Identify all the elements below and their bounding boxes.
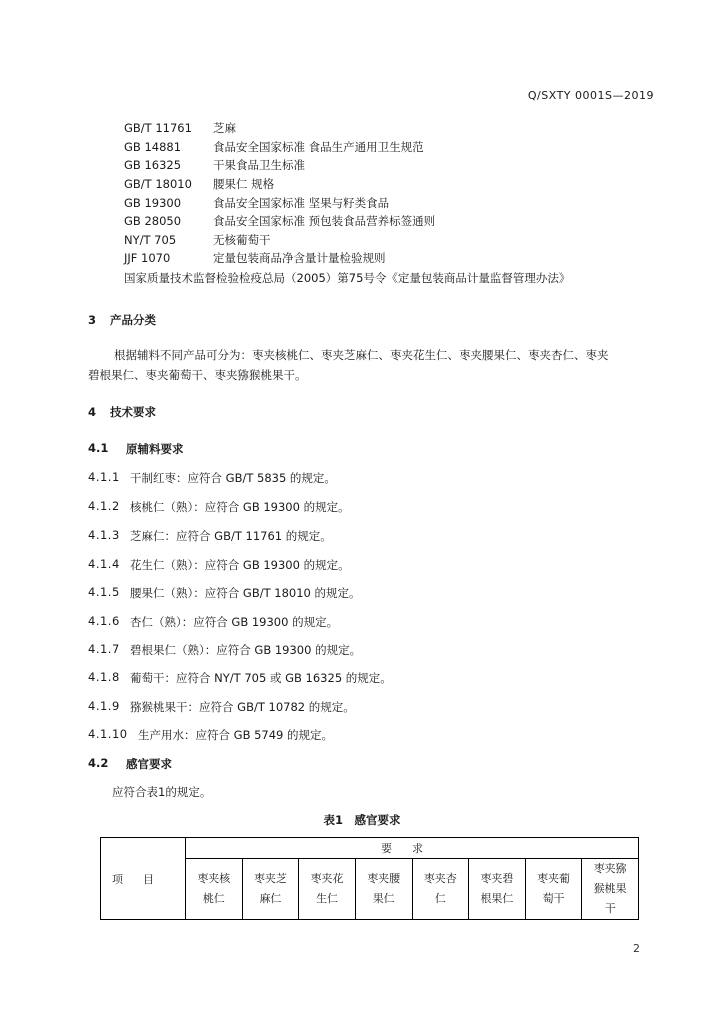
section-title: 技术要求 [110, 405, 157, 419]
table-reference-note: 应符合表1的规定。 [112, 785, 212, 799]
normative-references-list [124, 119, 435, 268]
reference-item [124, 193, 435, 212]
requirement-text: 花生仁（熟）：应符合 GB 19300 的规定。 [130, 558, 350, 572]
reference-item [124, 212, 435, 231]
column-header-line: 枣夹猕 [593, 862, 627, 875]
requirement-number: 4.1.5 [88, 585, 120, 599]
requirement-number: 4.1.4 [88, 557, 120, 571]
reference-title: 食品安全国家标准 坚果与籽类食品 [213, 195, 390, 210]
reference-item [124, 138, 435, 157]
requirement-number: 4.1.10 [88, 727, 128, 741]
column-header-line: 猴桃果 [593, 882, 627, 895]
requirement-text: 核桃仁（熟）：应符合 GB 19300 的规定。 [130, 500, 350, 514]
paragraph-line: 根据辅料不同产品可分为：枣夹核桃仁、枣夹芝麻仁、枣夹花生仁、枣夹腰果仁、枣夹杏仁、枣夹 [114, 348, 609, 362]
column-header-line: 仁 [434, 892, 446, 905]
requirement-text: 生产用水：应符合 GB 5749 的规定。 [138, 728, 334, 742]
table-caption: 表1 感官要求 [323, 813, 401, 827]
requirement-number: 4.1.3 [88, 528, 120, 542]
reference-item [124, 156, 435, 175]
requirement-text: 葡萄干：应符合 NY/T 705 或 GB 16325 的规定。 [130, 671, 392, 685]
requirement-number: 4.1.7 [88, 642, 120, 656]
requirement-number: 4.1.9 [88, 699, 120, 713]
requirement-header-cell: 要求 [186, 838, 639, 859]
section-number: 4 [88, 405, 97, 419]
reference-code: GB 14881 [124, 139, 182, 154]
column-header-line: 干 [604, 902, 616, 915]
requirement-number: 4.1.2 [88, 499, 120, 513]
requirement-item [88, 585, 361, 601]
column-header-line: 枣夹芝 [253, 872, 287, 885]
column-header-line: 麻仁 [259, 892, 282, 905]
column-header-line: 根果仁 [480, 892, 514, 905]
requirement-text: 猕猴桃果干：应符合 GB/T 10782 的规定。 [130, 700, 355, 714]
column-header-cell [299, 859, 356, 920]
document-number: Q/SXTY 0001S—2019 [527, 89, 654, 102]
column-header-line: 萄干 [542, 892, 565, 905]
reference-title: 定量包装商品净含量计量检验规则 [213, 251, 386, 266]
reference-code: GB 19300 [124, 195, 182, 210]
sensory-requirements-table [100, 837, 639, 920]
requirement-text: 腰果仁（熟）：应符合 GB/T 18010 的规定。 [130, 586, 361, 600]
subsection-heading-4-1 [88, 441, 184, 457]
requirement-text: 干制红枣：应符合 GB/T 5835 的规定。 [130, 471, 336, 485]
reference-title: 食品安全国家标准 食品生产通用卫生规范 [213, 139, 424, 154]
requirement-item [88, 557, 350, 573]
reference-code: NY/T 705 [124, 232, 177, 247]
paragraph-line: 碧根果仁、枣夹葡萄干、枣夹猕猴桃果干。 [88, 368, 307, 382]
column-header-cell [525, 859, 582, 920]
reference-title: 干果食品卫生标准 [213, 158, 305, 173]
reference-item [124, 231, 435, 250]
column-header-cell [582, 859, 639, 920]
requirement-number: 4.1.8 [88, 670, 120, 684]
column-header-line: 枣夹花 [310, 872, 344, 885]
subsection-heading-4-2 [88, 756, 172, 772]
requirement-item [88, 670, 392, 686]
item-header-cell: 项目 [101, 838, 186, 920]
subsection-title: 感官要求 [126, 757, 172, 771]
column-header-cell [186, 859, 243, 920]
table-header-row [101, 838, 639, 859]
requirement-item [88, 642, 361, 658]
column-header-line: 桃仁 [202, 892, 225, 905]
requirement-item [88, 614, 338, 630]
column-header-line: 枣夹葡 [537, 872, 571, 885]
section-number: 3 [88, 313, 97, 327]
reference-regulation: 国家质量技术监督检验检疫总局（2005）第75号令《定量包装商品计量监督管理办法》 [124, 271, 571, 285]
reference-title: 腰果仁 规格 [213, 177, 275, 192]
reference-code: JJF 1070 [124, 251, 171, 266]
requirement-number: 4.1.1 [88, 470, 120, 484]
column-header-line: 枣夹碧 [480, 872, 514, 885]
reference-item [124, 249, 435, 268]
column-header-line: 枣夹腰 [367, 872, 401, 885]
classification-paragraph [88, 345, 658, 385]
requirement-text: 芝麻仁：应符合 GB/T 11761 的规定。 [130, 529, 332, 543]
column-header-line: 枣夹杏 [423, 872, 457, 885]
column-header-cell [469, 859, 526, 920]
column-header-cell [412, 859, 469, 920]
subsection-title: 原辅料要求 [126, 442, 184, 456]
requirement-item [88, 727, 333, 743]
reference-title: 无核葡萄干 [213, 232, 271, 247]
subsection-number: 4.2 [88, 756, 109, 770]
requirement-item [88, 528, 332, 544]
section-heading-4 [88, 404, 156, 420]
reference-item [124, 119, 435, 138]
column-header-cell [355, 859, 412, 920]
reference-title: 芝麻 [213, 121, 236, 136]
column-header-cell [242, 859, 299, 920]
page-number: 2 [633, 942, 640, 955]
column-header-line: 果仁 [372, 892, 395, 905]
section-title: 产品分类 [110, 313, 157, 327]
reference-item [124, 175, 435, 194]
reference-code: GB/T 11761 [124, 121, 192, 136]
requirement-number: 4.1.6 [88, 614, 120, 628]
reference-code: GB/T 18010 [124, 177, 192, 192]
column-header-line: 生仁 [316, 892, 339, 905]
requirement-text: 杏仁（熟）：应符合 GB 19300 的规定。 [130, 615, 339, 629]
reference-title: 食品安全国家标准 预包装食品营养标签通则 [213, 214, 436, 229]
reference-code: GB 16325 [124, 158, 182, 173]
requirement-text: 碧根果仁（熟）：应符合 GB 19300 的规定。 [130, 643, 362, 657]
requirement-item [88, 699, 355, 715]
section-heading-3 [88, 312, 156, 328]
requirement-item [88, 499, 350, 515]
column-header-line: 枣夹核 [197, 872, 231, 885]
requirement-item [88, 470, 336, 486]
reference-code: GB 28050 [124, 214, 182, 229]
subsection-number: 4.1 [88, 441, 109, 455]
